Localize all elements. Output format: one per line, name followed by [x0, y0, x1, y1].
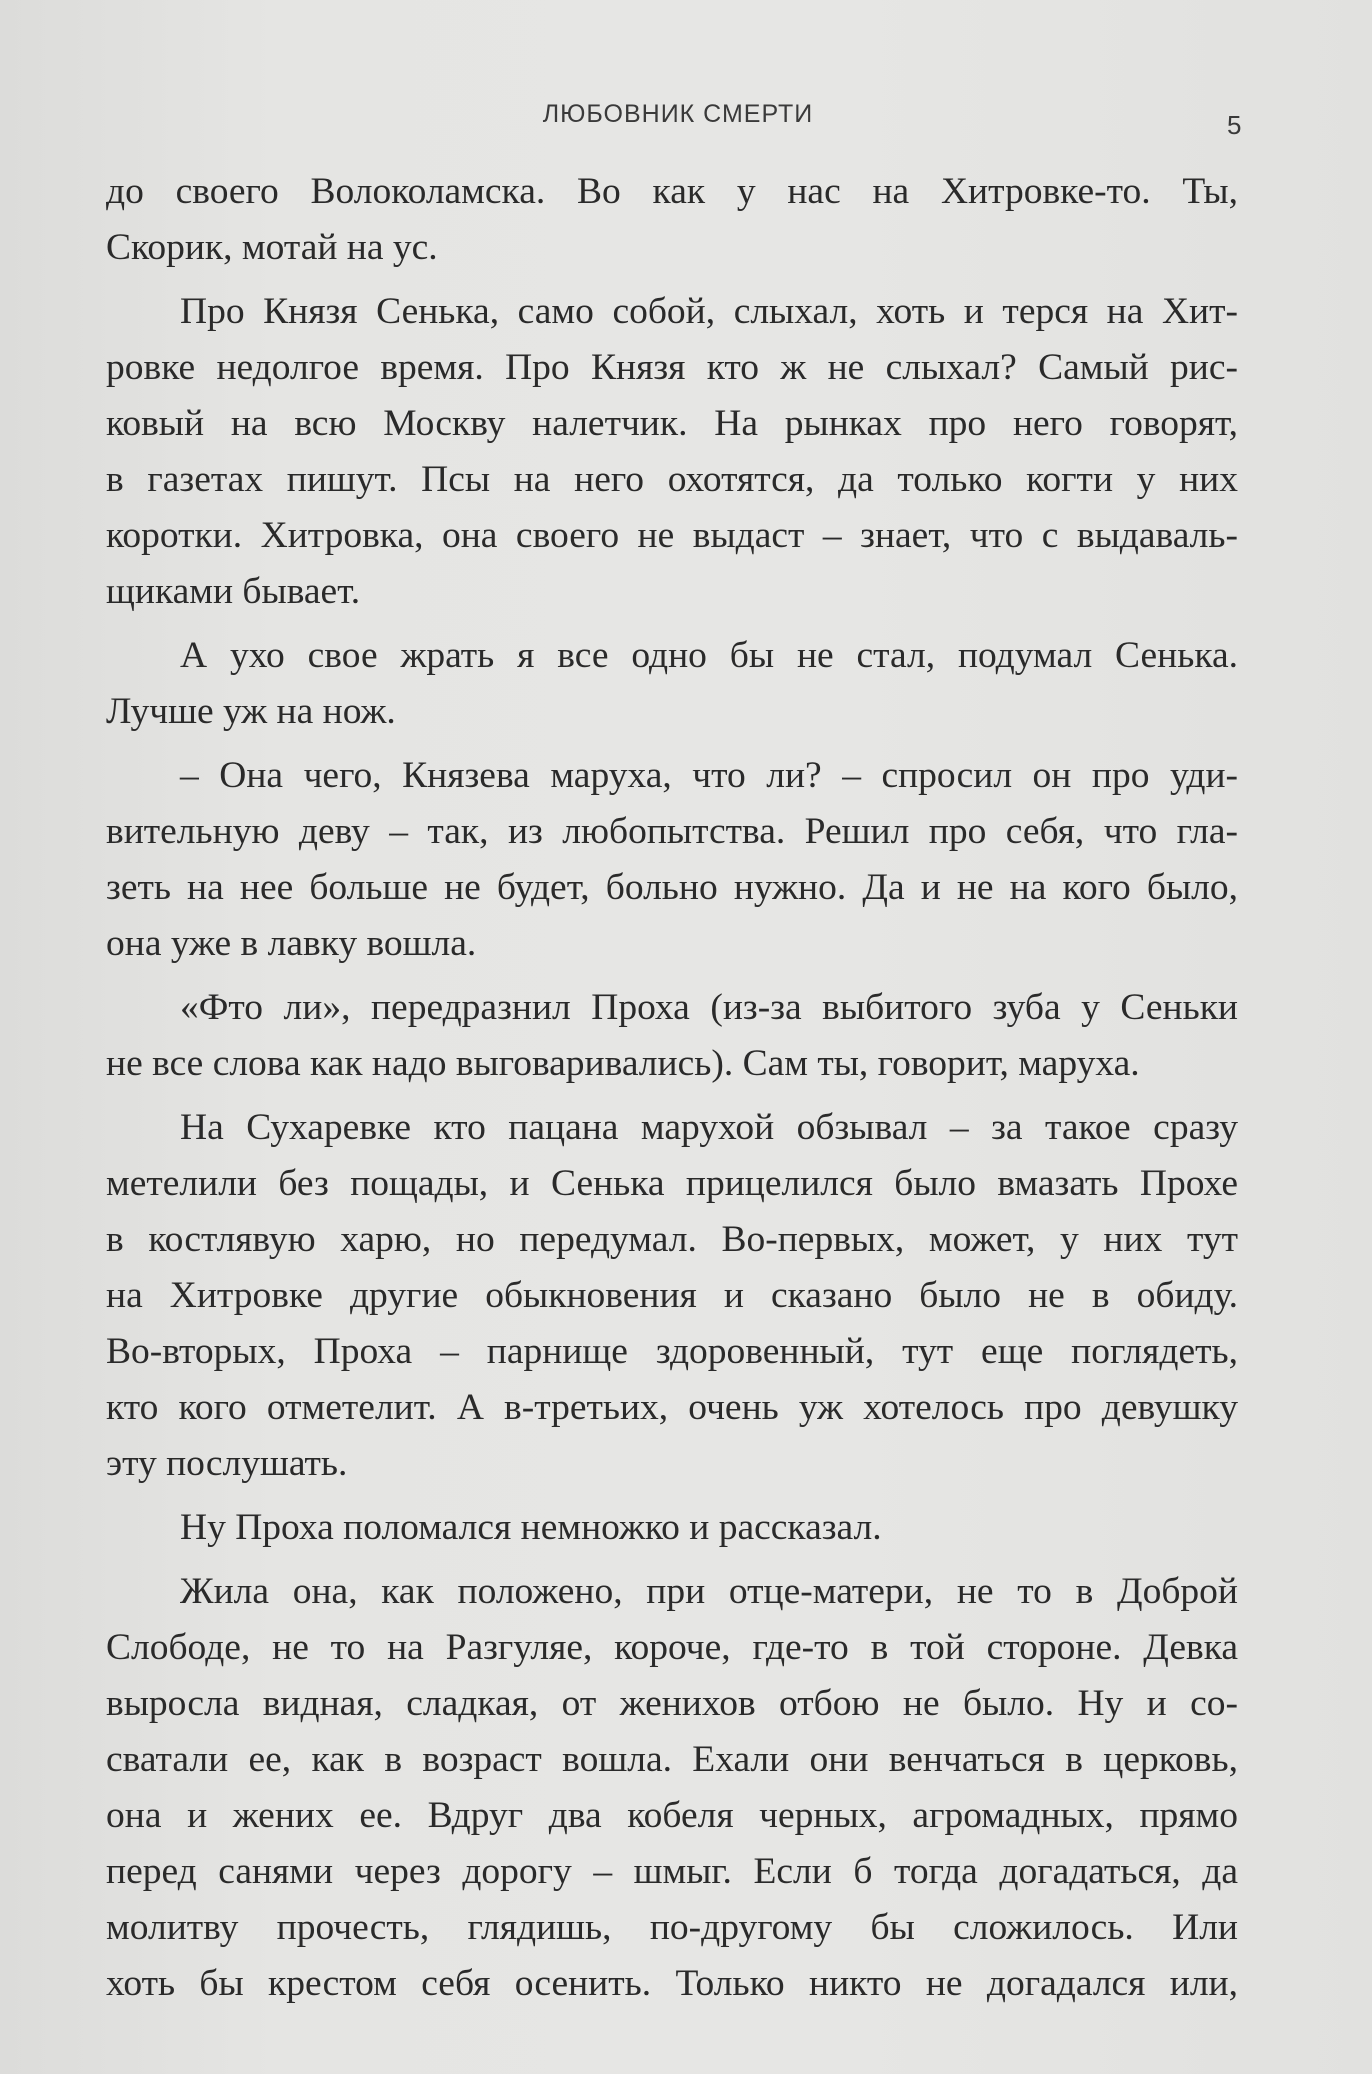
text-line: На Сухаревке кто пацана марухой обзывал – за такое сразу [180, 1107, 1238, 1148]
text-line: не все слова как надо выговаривались). Сам ты, говорит, маруха. [106, 1043, 1140, 1084]
text-line: вительную деву – так, из любопытства. Решил про себя, что гла- [106, 811, 1238, 852]
text-line: зеть на нее больше не будет, больно нужно. Да и не на кого было, [106, 867, 1238, 908]
text-line: она и жених ее. Вдруг два кобеля черных, агромадных, прямо [106, 1795, 1238, 1836]
text-line: эту послушать. [106, 1443, 348, 1484]
text-line: Жила она, как положено, при отце-матери, не то в Доброй [180, 1571, 1238, 1612]
body-text [106, 164, 1238, 2012]
text-line: в костлявую харю, но передумал. Во-первых, может, у них тут [106, 1219, 1238, 1260]
text-line: «Фто ли», передразнил Проха (из-за выбитого зуба у Сеньки [180, 987, 1238, 1028]
paragraph [106, 980, 1238, 1092]
text-line: перед санями через дорогу – шмыг. Если б тогда догадаться, да [106, 1851, 1238, 1892]
text-line: в газетах пишут. Псы на него охотятся, да только когти у них [106, 459, 1238, 500]
text-line: ровке недолгое время. Про Князя кто ж не слыхал? Самый рис- [106, 347, 1238, 388]
running-title: ЛЮБОВНИК СМЕРТИ [542, 100, 814, 128]
text-line: выросла видная, сладкая, от женихов отбою не было. Ну и со- [106, 1683, 1238, 1724]
text-line: коротки. Хитровка, она своего не выдаст – знает, что с выдаваль- [106, 515, 1238, 556]
text-line: она уже в лавку вошла. [106, 923, 477, 964]
text-line: молитву прочесть, глядишь, по-другому бы сложилось. Или [106, 1907, 1238, 1948]
text-line: Ну Проха поломался немножко и рассказал. [180, 1507, 882, 1548]
text-line: щиками бывает. [106, 571, 361, 612]
text-line: Скорик, мотай на ус. [106, 227, 438, 268]
text-line: Лучше уж на нож. [106, 691, 396, 732]
text-line: кто кого отметелит. А в-третьих, очень уж хотелось про девушку [106, 1387, 1238, 1428]
paragraph [106, 748, 1238, 972]
page-number: 5 [1227, 110, 1242, 140]
text-line: ковый на всю Москву налетчик. На рынках про него говорят, [106, 403, 1238, 444]
paragraph [106, 1500, 1238, 1556]
text-line: – Она чего, Князева маруха, что ли? – спросил он про уди- [180, 755, 1238, 796]
text-line: на Хитровке другие обыкновения и сказано было не в обиду. [106, 1275, 1238, 1316]
text-line: сватали ее, как в возраст вошла. Ехали они венчаться в церковь, [106, 1739, 1238, 1780]
text-line: метелили без пощады, и Сенька прицелился было вмазать Прохе [106, 1163, 1238, 1204]
paragraph [106, 164, 1238, 276]
text-line: до своего Волоколамска. Во как у нас на Хитровке-то. Ты, [106, 171, 1238, 212]
paragraph [106, 1100, 1238, 1492]
text-line: Про Князя Сенька, само собой, слыхал, хоть и терся на Хит- [180, 291, 1238, 332]
text-line: Во-вторых, Проха – парнище здоровенный, тут еще поглядеть, [106, 1331, 1238, 1372]
paragraph [106, 284, 1238, 620]
paragraph [106, 1564, 1238, 2012]
text-line: А ухо свое жрать я все одно бы не стал, подумал Сенька. [180, 635, 1238, 676]
paragraph [106, 628, 1238, 740]
text-line: хоть бы крестом себя осенить. Только никто не догадался или, [106, 1963, 1238, 2004]
text-line: Слободе, не то на Разгуляе, короче, где-то в той стороне. Девка [106, 1627, 1238, 1668]
